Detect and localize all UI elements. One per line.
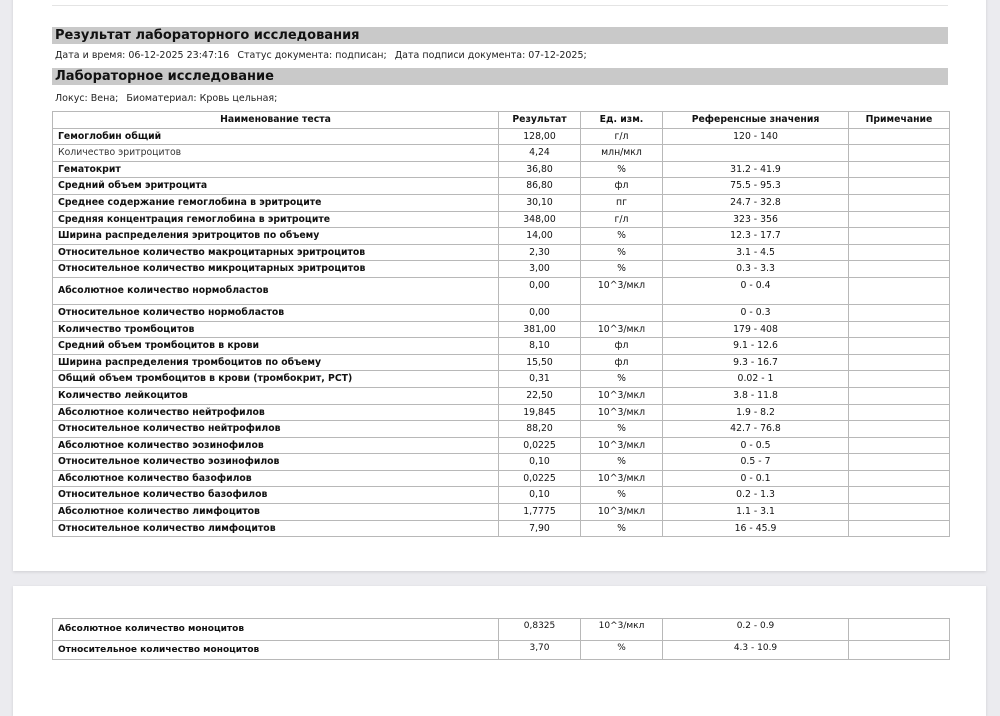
reference-cell: 0 - 0.4 (663, 277, 849, 304)
result-cell: 88,20 (499, 421, 581, 438)
test-name-cell: Количество эритроцитов (53, 145, 499, 162)
reference-cell (663, 145, 849, 162)
reference-cell: 4.3 - 10.9 (663, 641, 849, 660)
test-name-cell: Относительное количество моноцитов (53, 641, 499, 660)
table-row (53, 211, 950, 228)
reference-cell: 0 - 0.1 (663, 470, 849, 487)
table-row (53, 304, 950, 321)
test-name-cell: Гематокрит (53, 161, 499, 178)
document-meta (55, 50, 592, 61)
table-row (53, 261, 950, 278)
note-cell (849, 619, 950, 641)
result-cell: 0,8325 (499, 619, 581, 641)
unit-cell: 10^3/мкл (581, 387, 663, 404)
table-row (53, 354, 950, 371)
result-cell: 14,00 (499, 228, 581, 245)
note-cell (849, 437, 950, 454)
reference-cell: 1.9 - 8.2 (663, 404, 849, 421)
test-name-cell: Средний объем тромбоцитов в крови (53, 338, 499, 355)
result-cell: 0,31 (499, 371, 581, 388)
table-row (53, 520, 950, 537)
table-row (53, 387, 950, 404)
table-row (53, 470, 950, 487)
reference-cell: 323 - 356 (663, 211, 849, 228)
note-cell (849, 404, 950, 421)
reference-cell: 1.1 - 3.1 (663, 504, 849, 521)
reference-cell: 75.5 - 95.3 (663, 178, 849, 195)
table-row (53, 161, 950, 178)
result-cell: 7,90 (499, 520, 581, 537)
table-row (53, 194, 950, 211)
table-row (53, 244, 950, 261)
section-title: Лабораторное исследование (52, 68, 948, 85)
note-cell (849, 161, 950, 178)
result-cell: 4,24 (499, 145, 581, 162)
results-table (52, 111, 950, 537)
table-row (53, 145, 950, 162)
test-name-cell: Относительное количество лимфоцитов (53, 520, 499, 537)
test-name-cell: Относительное количество базофилов (53, 487, 499, 504)
result-cell: 0,0225 (499, 437, 581, 454)
note-cell (849, 321, 950, 338)
reference-cell: 0.02 - 1 (663, 371, 849, 388)
result-cell: 0,00 (499, 304, 581, 321)
note-cell (849, 211, 950, 228)
test-name-cell: Абсолютное количество лимфоцитов (53, 504, 499, 521)
reference-cell: 3.8 - 11.8 (663, 387, 849, 404)
result-cell: 381,00 (499, 321, 581, 338)
note-cell (849, 304, 950, 321)
note-cell (849, 128, 950, 145)
unit-cell: 10^3/мкл (581, 321, 663, 338)
note-cell (849, 504, 950, 521)
test-name-cell: Среднее содержание гемоглобина в эритроците (53, 194, 499, 211)
result-cell: 1,7775 (499, 504, 581, 521)
document-page-1 (13, 0, 986, 571)
reference-cell: 9.3 - 16.7 (663, 354, 849, 371)
table-row (53, 371, 950, 388)
test-name-cell: Абсолютное количество эозинофилов (53, 437, 499, 454)
test-name-cell: Количество лейкоцитов (53, 387, 499, 404)
unit-cell: фл (581, 354, 663, 371)
result-cell: 3,00 (499, 261, 581, 278)
result-cell: 3,70 (499, 641, 581, 660)
table-row (53, 338, 950, 355)
reference-cell: 3.1 - 4.5 (663, 244, 849, 261)
table-row (53, 128, 950, 145)
reference-cell: 179 - 408 (663, 321, 849, 338)
unit-cell: % (581, 454, 663, 471)
test-name-cell: Гемоглобин общий (53, 128, 499, 145)
result-cell: 8,10 (499, 338, 581, 355)
note-cell (849, 244, 950, 261)
reference-cell: 31.2 - 41.9 (663, 161, 849, 178)
document-sign-date: Дата подписи документа: 07-12-2025; (394, 50, 587, 61)
table-row (53, 437, 950, 454)
test-name-cell: Средний объем эритроцита (53, 178, 499, 195)
test-name-cell: Относительное количество эозинофилов (53, 454, 499, 471)
unit-cell: 10^3/мкл (581, 470, 663, 487)
unit-cell: % (581, 487, 663, 504)
result-cell: 86,80 (499, 178, 581, 195)
note-cell (849, 641, 950, 660)
result-cell: 0,10 (499, 487, 581, 504)
test-name-cell: Абсолютное количество нормобластов (53, 277, 499, 304)
table-row (53, 487, 950, 504)
table-row (53, 504, 950, 521)
header-note: Примечание (849, 112, 950, 129)
page-top-divider (52, 5, 948, 6)
table-row (53, 421, 950, 438)
note-cell (849, 228, 950, 245)
document-status: Статус документа: подписан; (237, 50, 387, 61)
note-cell (849, 470, 950, 487)
unit-cell: фл (581, 178, 663, 195)
test-name-cell: Относительное количество макроцитарных эритроцитов (53, 244, 499, 261)
unit-cell: пг (581, 194, 663, 211)
unit-cell: 10^3/мкл (581, 404, 663, 421)
reference-cell: 0.2 - 1.3 (663, 487, 849, 504)
note-cell (849, 387, 950, 404)
unit-cell: г/л (581, 211, 663, 228)
unit-cell: % (581, 421, 663, 438)
reference-cell: 42.7 - 76.8 (663, 421, 849, 438)
result-cell: 0,0225 (499, 470, 581, 487)
reference-cell: 0.3 - 3.3 (663, 261, 849, 278)
unit-cell: фл (581, 338, 663, 355)
result-cell: 19,845 (499, 404, 581, 421)
note-cell (849, 338, 950, 355)
reference-cell: 0.2 - 0.9 (663, 619, 849, 641)
unit-cell: % (581, 641, 663, 660)
note-cell (849, 354, 950, 371)
test-name-cell: Относительное количество нейтрофилов (53, 421, 499, 438)
test-name-cell: Ширина распределения тромбоцитов по объему (53, 354, 499, 371)
header-unit: Ед. изм. (581, 112, 663, 129)
result-cell: 0,00 (499, 277, 581, 304)
table-row (53, 454, 950, 471)
test-name-cell: Абсолютное количество базофилов (53, 470, 499, 487)
unit-cell: % (581, 371, 663, 388)
header-reference: Референсные значения (663, 112, 849, 129)
reference-cell: 120 - 140 (663, 128, 849, 145)
reference-cell: 16 - 45.9 (663, 520, 849, 537)
test-name-cell: Относительное количество нормобластов (53, 304, 499, 321)
note-cell (849, 487, 950, 504)
note-cell (849, 277, 950, 304)
unit-cell: 10^3/мкл (581, 619, 663, 641)
result-cell: 22,50 (499, 387, 581, 404)
note-cell (849, 421, 950, 438)
test-name-cell: Абсолютное количество нейтрофилов (53, 404, 499, 421)
table-row (53, 619, 950, 641)
biomaterial: Биоматериал: Кровь цельная; (126, 93, 278, 104)
table-row (53, 277, 950, 304)
reference-cell: 0 - 0.3 (663, 304, 849, 321)
unit-cell: % (581, 261, 663, 278)
table-row (53, 404, 950, 421)
note-cell (849, 178, 950, 195)
test-name-cell: Относительное количество микроцитарных эритроцитов (53, 261, 499, 278)
table-header-row (53, 112, 950, 129)
unit-cell: % (581, 244, 663, 261)
table-row (53, 228, 950, 245)
table-row (53, 178, 950, 195)
header-result: Результат (499, 112, 581, 129)
test-name-cell: Общий объем тромбоцитов в крови (тромбокрит, PCT) (53, 371, 499, 388)
note-cell (849, 371, 950, 388)
unit-cell: г/л (581, 128, 663, 145)
unit-cell (581, 304, 663, 321)
section-meta (55, 93, 282, 104)
test-name-cell: Количество тромбоцитов (53, 321, 499, 338)
note-cell (849, 194, 950, 211)
unit-cell: млн/мкл (581, 145, 663, 162)
result-cell: 2,30 (499, 244, 581, 261)
result-cell: 348,00 (499, 211, 581, 228)
note-cell (849, 145, 950, 162)
results-table-continued (52, 618, 950, 660)
reference-cell: 12.3 - 17.7 (663, 228, 849, 245)
locus: Локус: Вена; (55, 93, 119, 104)
unit-cell: % (581, 228, 663, 245)
unit-cell: 10^3/мкл (581, 277, 663, 304)
result-cell: 128,00 (499, 128, 581, 145)
reference-cell: 24.7 - 32.8 (663, 194, 849, 211)
header-test-name: Наименование теста (53, 112, 499, 129)
result-cell: 30,10 (499, 194, 581, 211)
test-name-cell: Средняя концентрация гемоглобина в эритроците (53, 211, 499, 228)
unit-cell: % (581, 520, 663, 537)
document-page-2 (13, 586, 986, 716)
document-datetime: Дата и время: 06-12-2025 23:47:16 (55, 50, 230, 61)
table-row (53, 321, 950, 338)
document-title: Результат лабораторного исследования (52, 27, 948, 44)
note-cell (849, 454, 950, 471)
note-cell (849, 520, 950, 537)
reference-cell: 9.1 - 12.6 (663, 338, 849, 355)
reference-cell: 0.5 - 7 (663, 454, 849, 471)
result-cell: 15,50 (499, 354, 581, 371)
note-cell (849, 261, 950, 278)
result-cell: 0,10 (499, 454, 581, 471)
result-cell: 36,80 (499, 161, 581, 178)
test-name-cell: Абсолютное количество моноцитов (53, 619, 499, 641)
unit-cell: % (581, 161, 663, 178)
unit-cell: 10^3/мкл (581, 504, 663, 521)
test-name-cell: Ширина распределения эритроцитов по объему (53, 228, 499, 245)
unit-cell: 10^3/мкл (581, 437, 663, 454)
table-row (53, 641, 950, 660)
reference-cell: 0 - 0.5 (663, 437, 849, 454)
